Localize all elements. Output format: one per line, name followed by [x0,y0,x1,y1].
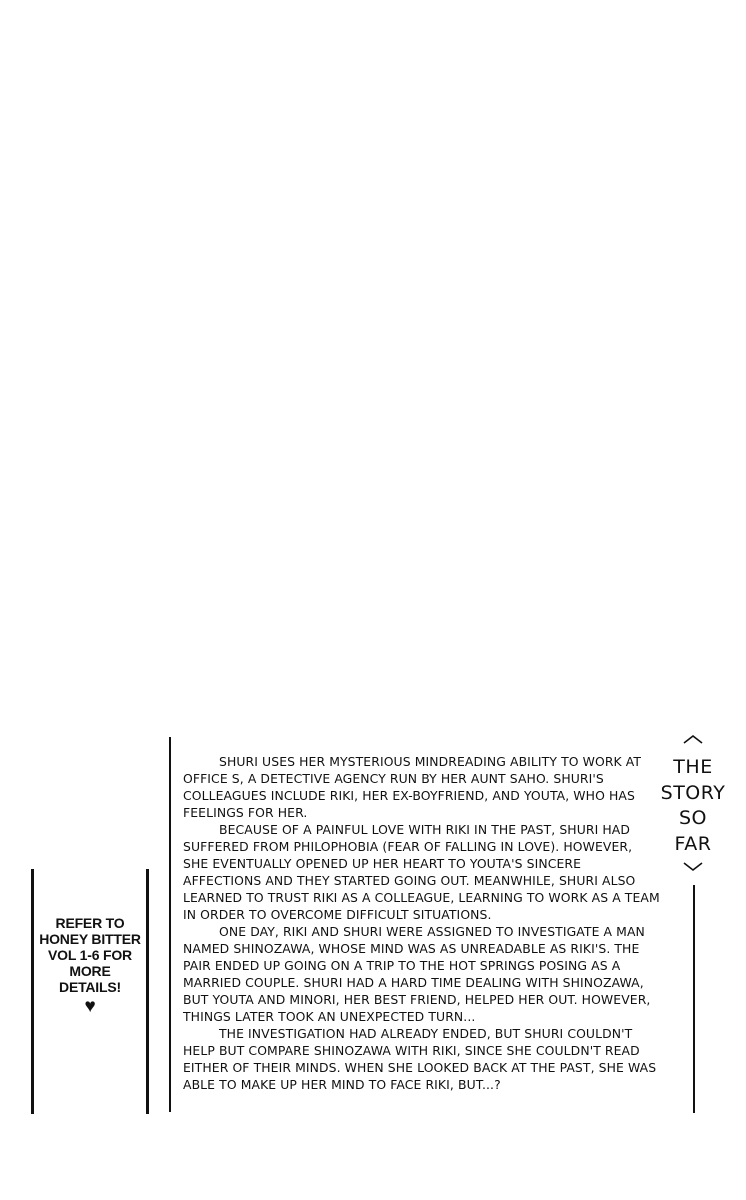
side-note-line: VOL 1-6 FOR [48,947,132,963]
chevron-down-icon [658,861,728,883]
story-paragraph: THE INVESTIGATION HAD ALREADY ENDED, BUT SHURI COULDN'T HELP BUT COMPARE SHINOZAWA WITH RIKI, SINCE SHE COULDN'T READ EITHER OF THEIR MINDS. WHEN SHE LOOKED BACK AT THE PAST, SHE WAS ABLE TO MAKE UP HER MIND TO FACE RIKI, BUT...? [183,1026,657,1092]
title-word: STORY [660,781,726,804]
side-box-right-rule [146,869,149,1114]
story-paragraph: SHURI USES HER MYSTERIOUS MINDREADING ABILITY TO WORK AT OFFICE S, A DETECTIVE AGENCY RUN BY HER AUNT SAHO. SHURI'S COLLEAGUES INCLUDE RIKI, HER EX-BOYFRIEND, AND YOUTA, WHO HAS FEELINGS FOR HER. [183,754,642,820]
title-word: FAR [674,832,712,855]
side-note-line: HONEY BITTER [39,931,141,947]
title-word: THE [673,756,713,778]
heart-icon: ♥ [84,996,96,1017]
story-paragraph: ONE DAY, RIKI AND SHURI WERE ASSIGNED TO INVESTIGATE A MAN NAMED SHINOZAWA, WHOSE MIND WAS AS UNREADABLE AS RIKI'S. THE PAIR ENDED UP GOING ON A TRIP TO THE HOT SPRINGS POSING AS A MARRIED COUPLE. SHURI HAD A HARD TIME DEALING WITH SHINOZAWA, BUT YOUTA AND MINORI, HER BEST FRIEND, HELPED HER OUT. HOWEVER, THINGS LATER TOOK AN UNEXPECTED TURN... [183,924,651,1024]
title-word: SO [678,807,707,829]
chevron-up-icon [658,733,728,755]
title-vertical-rule [693,885,695,1113]
side-note-line: DETAILS! [59,979,121,995]
story-so-far-title [658,733,728,883]
story-text [183,753,661,1093]
side-note [34,915,146,1017]
column-divider [169,737,171,1112]
story-paragraph: BECAUSE OF A PAINFUL LOVE WITH RIKI IN THE PAST, SHURI HAD SUFFERED FROM PHILOPHOBIA (FEAR OF FALLING IN LOVE). HOWEVER, SHE EVENTUALLY OPENED UP HER HEART TO YOUTA'S SINCERE AFFECTIONS AND THEY STARTED GOING OUT. MEANWHILE, SHURI ALSO LEARNED TO TRUST RIKI AS A COLLEAGUE, LEARNING TO WORK AS A TEAM IN ORDER TO OVERCOME DIFFICULT SITUATIONS. [183,822,660,922]
side-note-line: REFER TO [55,915,125,931]
side-note-line: MORE [69,963,111,979]
